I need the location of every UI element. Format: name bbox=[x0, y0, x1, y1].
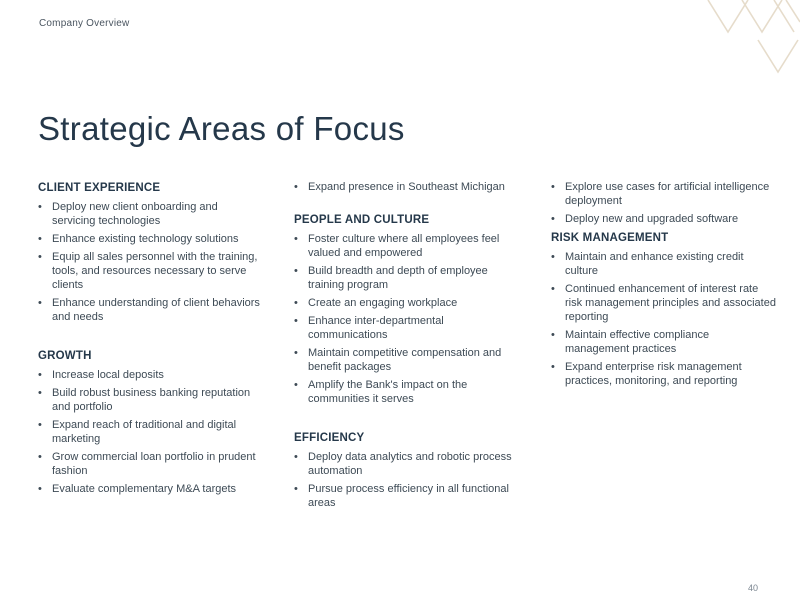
bullet: • bbox=[294, 379, 298, 391]
bullet: • bbox=[38, 251, 42, 263]
list-item: • Build breadth and depth of employee training program bbox=[294, 265, 488, 291]
bullet: • bbox=[294, 483, 298, 495]
list-item: • Enhance existing technology solutions bbox=[38, 233, 239, 245]
list-item: • Maintain competitive compensation and benefit packages bbox=[294, 347, 502, 373]
growth-continued-list bbox=[294, 180, 519, 194]
page-number: 40 bbox=[747, 583, 758, 593]
bullet: • bbox=[551, 181, 555, 193]
bullet: • bbox=[294, 315, 298, 327]
list-item: • Foster culture where all employees feel valued and empowered bbox=[294, 233, 500, 259]
section-heading-risk-management: RISK MANAGEMENT bbox=[551, 232, 669, 244]
people-and-culture-list bbox=[294, 232, 519, 406]
section-heading-people-and-culture: PEOPLE AND CULTURE bbox=[294, 214, 430, 226]
client-experience-list bbox=[38, 200, 260, 324]
list-item: • Grow commercial loan portfolio in prudent fashion bbox=[38, 451, 256, 477]
list-item: • Explore use cases for artificial intelligence deployment bbox=[551, 181, 770, 207]
list-item: • Deploy new client onboarding and servicing technologies bbox=[38, 201, 218, 227]
efficiency-list bbox=[294, 450, 519, 510]
bullet: • bbox=[38, 419, 42, 431]
bullet: • bbox=[551, 251, 555, 263]
column-3 bbox=[551, 180, 776, 392]
list-item: • Maintain and enhance existing credit culture bbox=[551, 251, 744, 277]
bullet: • bbox=[551, 283, 555, 295]
list-item: • Maintain effective compliance management practices bbox=[551, 329, 710, 355]
bullet: • bbox=[294, 265, 298, 277]
list-item: • Equip all sales personnel with the training, tools, and resources necessary to serve clients bbox=[38, 251, 258, 291]
header-label: Company Overview bbox=[39, 18, 130, 29]
section-heading-efficiency: EFFICIENCY bbox=[294, 432, 365, 444]
list-item: • Expand reach of traditional and digital marketing bbox=[38, 419, 237, 445]
list-item: • Create an engaging workplace bbox=[294, 297, 458, 309]
list-item: • Increase local deposits bbox=[38, 369, 164, 381]
list-item: • Deploy new and upgraded software bbox=[551, 213, 739, 225]
bullet: • bbox=[38, 233, 42, 245]
list-item: • Enhance inter-departmental communications bbox=[294, 315, 444, 341]
list-item: • Expand presence in Southeast Michigan bbox=[294, 181, 505, 193]
list-item: • Continued enhancement of interest rate risk management principles and associated reporting bbox=[551, 283, 776, 323]
list-item: • Build robust business banking reputation and portfolio bbox=[38, 387, 251, 413]
chevron-lines-icon bbox=[700, 0, 800, 75]
bullet: • bbox=[294, 347, 298, 359]
column-1 bbox=[38, 180, 260, 500]
risk-management-list bbox=[551, 250, 776, 388]
column-2 bbox=[294, 180, 519, 514]
bullet: • bbox=[294, 451, 298, 463]
page-title: Strategic Areas of Focus bbox=[38, 110, 405, 147]
bullet: • bbox=[38, 483, 42, 495]
section-heading-growth: GROWTH bbox=[38, 350, 92, 362]
growth-list bbox=[38, 368, 260, 496]
section-heading-client-experience: CLIENT EXPERIENCE bbox=[38, 182, 161, 194]
bullet: • bbox=[551, 213, 555, 225]
list-item: • Evaluate complementary M&A targets bbox=[38, 483, 237, 495]
list-item: • Amplify the Bank's impact on the communities it serves bbox=[294, 379, 468, 405]
bullet: • bbox=[38, 297, 42, 309]
bullet: • bbox=[38, 369, 42, 381]
efficiency-continued-list bbox=[551, 180, 776, 226]
bullet: • bbox=[294, 297, 298, 309]
bullet: • bbox=[38, 201, 42, 213]
bullet: • bbox=[38, 387, 42, 399]
bullet: • bbox=[38, 451, 42, 463]
bullet: • bbox=[294, 181, 298, 193]
bullet: • bbox=[551, 329, 555, 341]
bullet: • bbox=[551, 361, 555, 373]
list-item: • Pursue process efficiency in all functional areas bbox=[294, 483, 509, 509]
bullet: • bbox=[294, 233, 298, 245]
list-item: • Expand enterprise risk management practices, monitoring, and reporting bbox=[551, 361, 742, 387]
list-item: • Deploy data analytics and robotic process automation bbox=[294, 451, 512, 477]
list-item: • Enhance understanding of client behaviors and needs bbox=[38, 297, 260, 323]
